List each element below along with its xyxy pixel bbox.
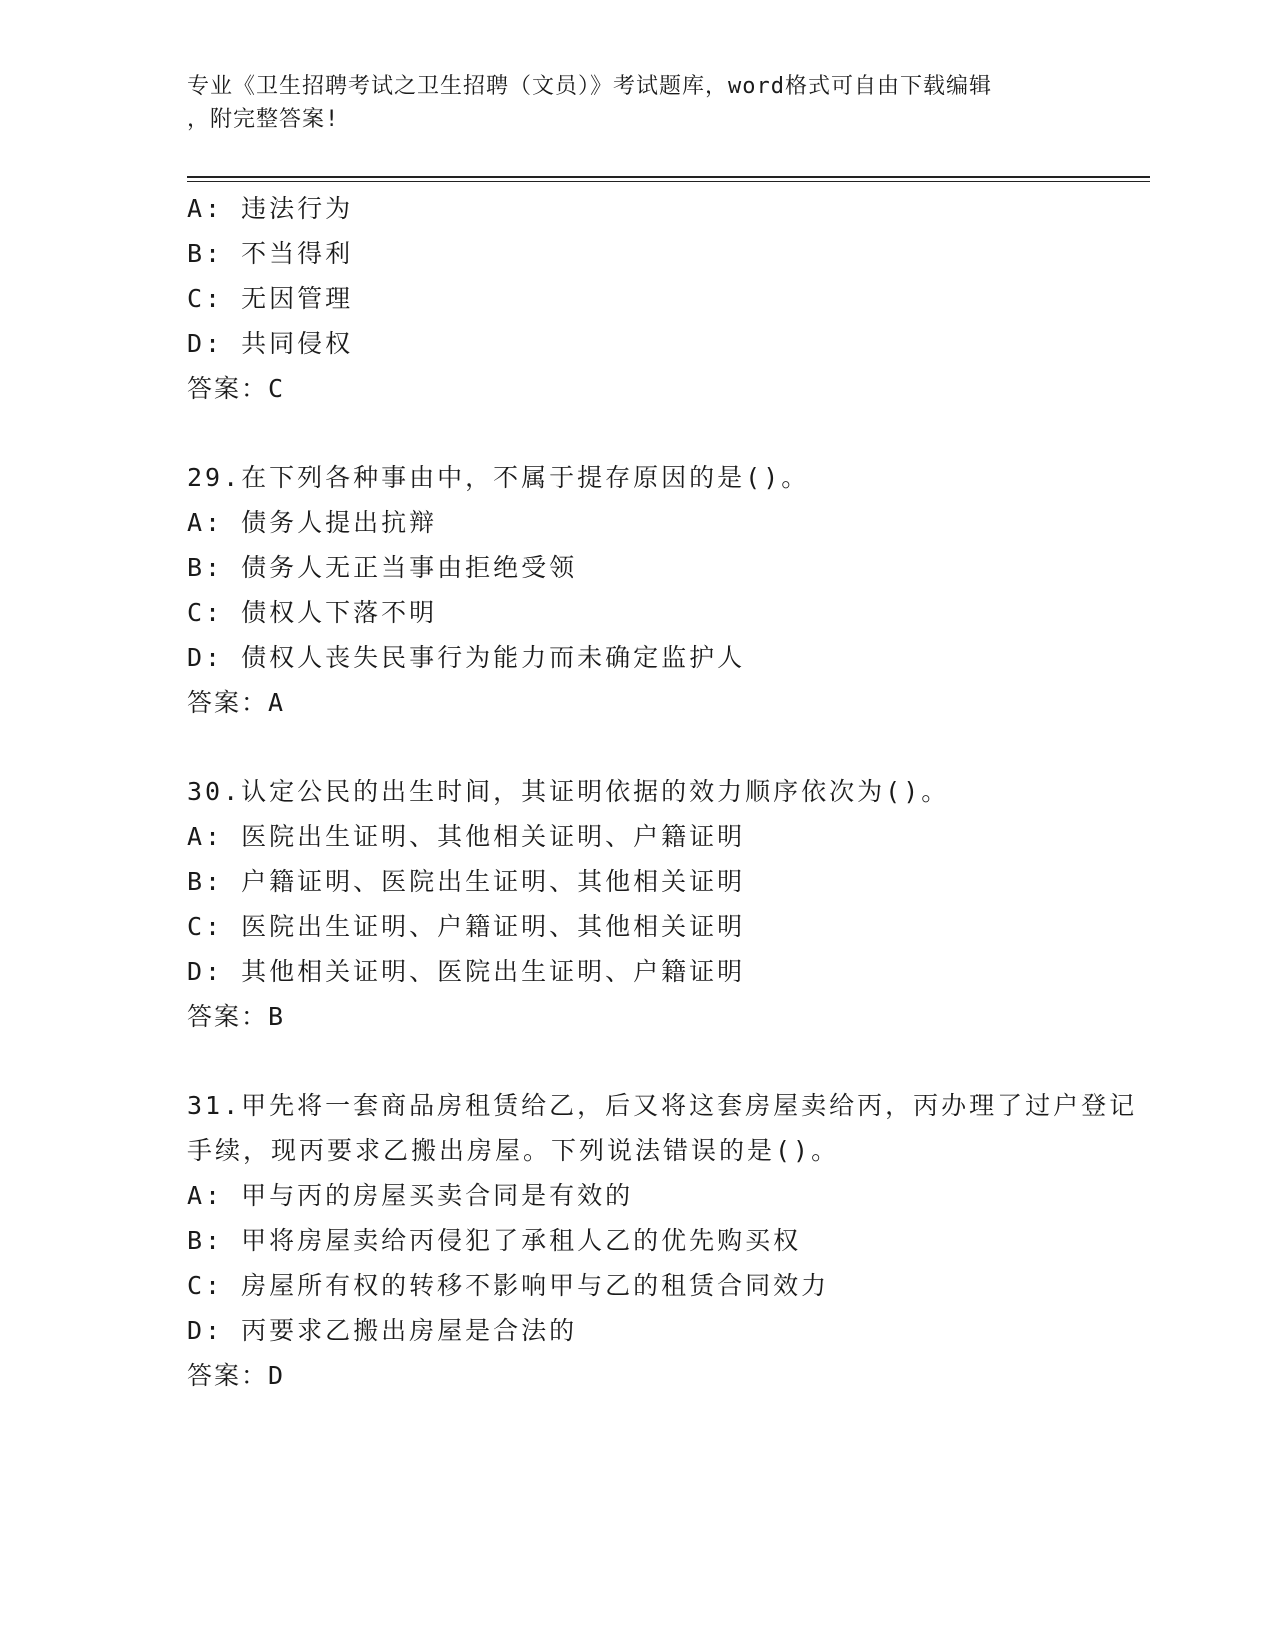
option-d: D: 丙要求乙搬出房屋是合法的 — [187, 1316, 578, 1345]
option-b: B: 甲将房屋卖给丙侵犯了承租人乙的优先购买权 — [187, 1226, 802, 1255]
question-stem: 甲先将一套商品房租赁给乙，后又将这套房屋卖给丙，丙办理了过户登记手续，现丙要求乙搬出房屋。下列说法错误的是()。 — [187, 1091, 1138, 1165]
option-b: B: 户籍证明、医院出生证明、其他相关证明 — [187, 867, 746, 896]
option-a: A: 违法行为 — [187, 194, 354, 223]
option-c: C: 医院出生证明、户籍证明、其他相关证明 — [187, 912, 746, 941]
question-number: 31. — [187, 1091, 242, 1120]
option-d: D: 其他相关证明、医院出生证明、户籍证明 — [187, 957, 746, 986]
answer-line — [187, 366, 1147, 412]
question-list — [187, 186, 1147, 1399]
option-b: B: 债务人无正当事由拒绝受领 — [187, 553, 578, 582]
answer-label: 答案： — [187, 1361, 269, 1390]
answer-line — [187, 680, 1147, 726]
question-stem: 认定公民的出生时间，其证明依据的效力顺序依次为()。 — [241, 777, 950, 806]
answer-value: A — [268, 688, 286, 717]
header-divider-thick — [187, 176, 1150, 178]
question-block-31 — [187, 1083, 1147, 1399]
question-text — [187, 455, 1147, 500]
answer-label: 答案： — [187, 688, 269, 717]
option-c: C: 无因管理 — [187, 284, 354, 313]
header-line-2: ，附完整答案! — [187, 107, 340, 132]
option-b: B: 不当得利 — [187, 239, 354, 268]
option-c: C: 房屋所有权的转移不影响甲与乙的租赁合同效力 — [187, 1271, 830, 1300]
option-a: A: 医院出生证明、其他相关证明、户籍证明 — [187, 822, 746, 851]
header-line-1: 专业《卫生招聘考试之卫生招聘（文员）》考试题库，word格式可自由下载编辑 — [187, 74, 992, 99]
option-d: D: 共同侵权 — [187, 329, 354, 358]
question-number: 29. — [187, 463, 242, 492]
question-block-30 — [187, 769, 1147, 1040]
header-divider-thin — [187, 181, 1150, 182]
option-a: A: 甲与丙的房屋买卖合同是有效的 — [187, 1181, 634, 1210]
answer-line — [187, 994, 1147, 1040]
question-text — [187, 1083, 1147, 1173]
answer-line — [187, 1353, 1147, 1399]
answer-value: D — [268, 1361, 286, 1390]
answer-label: 答案： — [187, 374, 269, 403]
question-stem: 在下列各种事由中，不属于提存原因的是()。 — [241, 463, 810, 492]
question-number: 30. — [187, 777, 242, 806]
question-block-29 — [187, 455, 1147, 726]
answer-value: C — [268, 374, 286, 403]
option-a: A: 债务人提出抗辩 — [187, 508, 438, 537]
question-text — [187, 769, 1147, 814]
option-d: D: 债权人丧失民事行为能力而未确定监护人 — [187, 643, 746, 672]
answer-label: 答案： — [187, 1002, 269, 1031]
question-block-28 — [187, 186, 1147, 412]
document-header — [187, 70, 1067, 136]
answer-value: B — [268, 1002, 286, 1031]
option-c: C: 债权人下落不明 — [187, 598, 438, 627]
